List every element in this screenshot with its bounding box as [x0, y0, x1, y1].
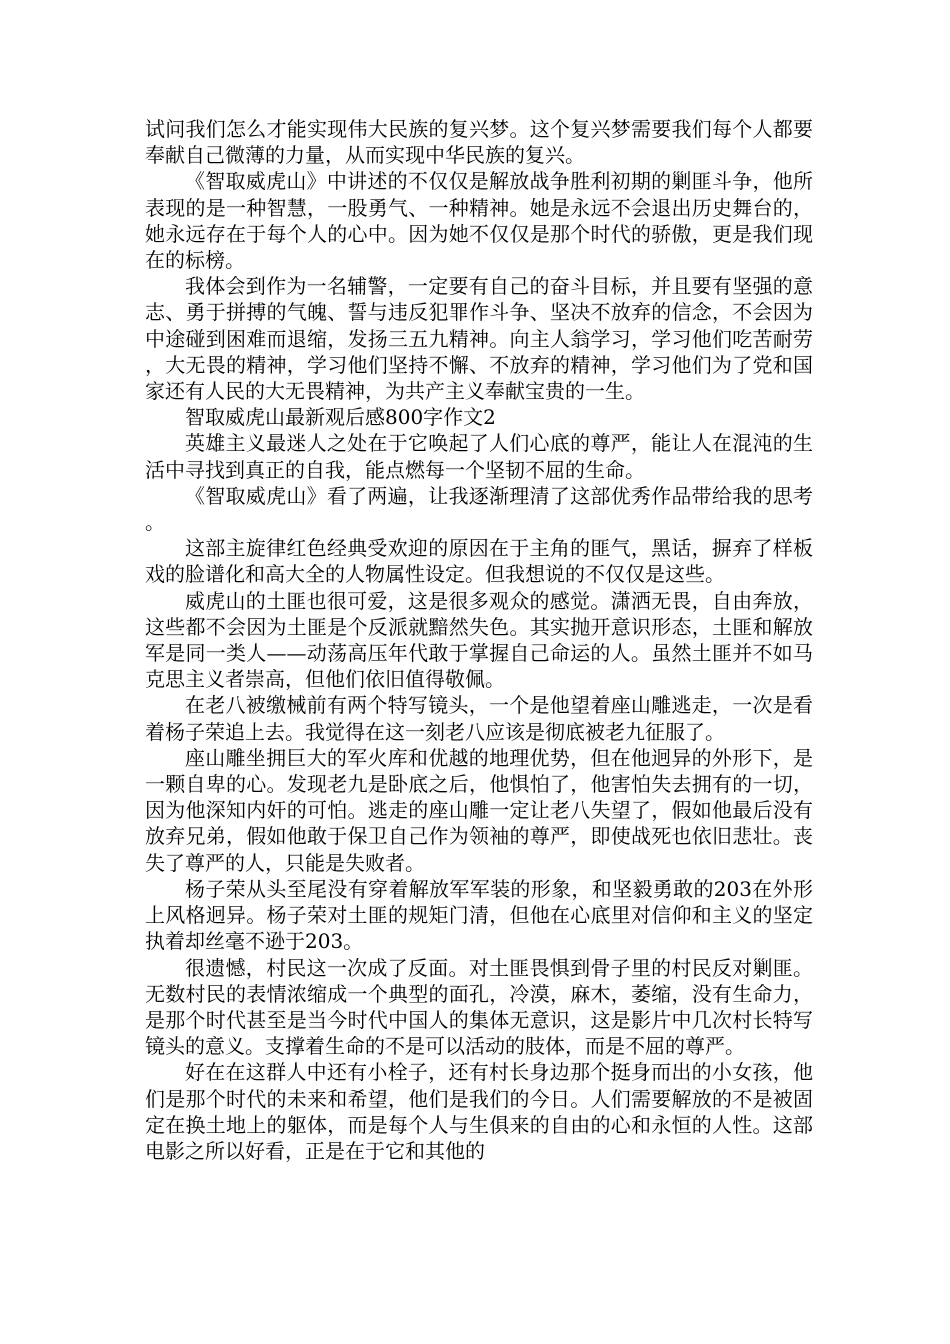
paragraph-8: 威虎山的土匪也很可爱，这是很多观众的感觉。潇洒无畏，自由奔放，这些都不会因为土匪是个反派就黯然失色。其实抛开意识形态，土匪和解放军是同一类人——动荡高压年代敢于掌握自己命运的人。虽然土匪并不如马克思主义者崇高，但他们依旧值得敬佩。: [145, 588, 813, 692]
document-body: [145, 116, 813, 1164]
paragraph-5: 英雄主义最迷人之处在于它唤起了人们心底的尊严，能让人在混沌的生活中寻找到真正的自我，能点燃每一个坚韧不屈的生命。: [145, 431, 813, 482]
paragraph-7: 这部主旋律红色经典受欢迎的原因在于主角的匪气，黑话，摒弃了样板戏的脸谱化和高大全的人物属性设定。但我想说的不仅仅是这些。: [145, 536, 813, 587]
paragraph-12: 很遗憾，村民这一次成了反面。对土匪畏惧到骨子里的村民反对剿匪。无数村民的表情浓缩成一个典型的面孔，冷漠，麻木，萎缩，没有生命力，是那个时代甚至是当今时代中国人的集体无意识，这是影片中几次村长特写镜头的意义。支撑着生命的不是可以活动的肢体，而是不屈的尊严。: [145, 955, 813, 1059]
paragraph-2: 《智取威虎山》中讲述的不仅仅是解放战争胜利初期的剿匪斗争，他所表现的是一种智慧，一股勇气、一种精神。她是永远不会退出历史舞台的，她永远存在于每个人的心中。因为她不仅仅是那个时代的骄傲，更是我们现在的标榜。: [145, 169, 813, 273]
paragraph-9: 在老八被缴械前有两个特写镜头，一个是他望着座山雕逃走，一次是看着杨子荣追上去。我觉得在这一刻老八应该是彻底被老九征服了。: [145, 693, 813, 744]
paragraph-11: 杨子荣从头至尾没有穿着解放军军装的形象，和坚毅勇敢的203在外形上风格迥异。杨子荣对土匪的规矩门清，但他在心底里对信仰和主义的坚定执着却丝毫不逊于203。: [145, 876, 813, 954]
paragraph-10: 座山雕坐拥巨大的军火库和优越的地理优势，但在他迥异的外形下，是一颗自卑的心。发现老九是卧底之后，他惧怕了，他害怕失去拥有的一切，因为他深知内奸的可怕。逃走的座山雕一定让老八失望了，假如他最后没有放弃兄弟，假如他敢于保卫自己作为领袖的尊严，即使战死也依旧悲壮。丧失了尊严的人，只能是失败者。: [145, 745, 813, 875]
paragraph-3: 我体会到作为一名辅警，一定要有自己的奋斗目标，并且要有坚强的意志、勇于拼搏的气魄、誓与违反犯罪作斗争、坚决不放弃的信念，不会因为中途碰到困难而退缩，发扬三五九精神。向主人翁学习，学习他们吃苦耐劳，大无畏的精神，学习他们坚持不懈、不放弃的精神，学习他们为了党和国家还有人民的大无畏精神，为共产主义奉献宝贵的一生。: [145, 274, 813, 404]
paragraph-6: 《智取威虎山》看了两遍，让我逐渐理清了这部优秀作品带给我的思考。: [145, 483, 813, 535]
paragraph-13: 好在在这群人中还有小栓子，还有村长身边那个挺身而出的小女孩，他们是那个时代的未来和希望，他们是我们的今日。人们需要解放的不是被固定在换土地上的躯体，而是每个人与生俱来的自由的心和永恒的人性。这部电影之所以好看，正是在于它和其他的: [145, 1060, 813, 1163]
paragraph-1: 试问我们怎么才能实现伟大民族的复兴梦。这个复兴梦需要我们每个人都要奉献自己微薄的力量，从而实现中华民族的复兴。: [145, 117, 813, 168]
section-heading: 智取威虎山最新观后感800字作文2: [185, 405, 496, 430]
